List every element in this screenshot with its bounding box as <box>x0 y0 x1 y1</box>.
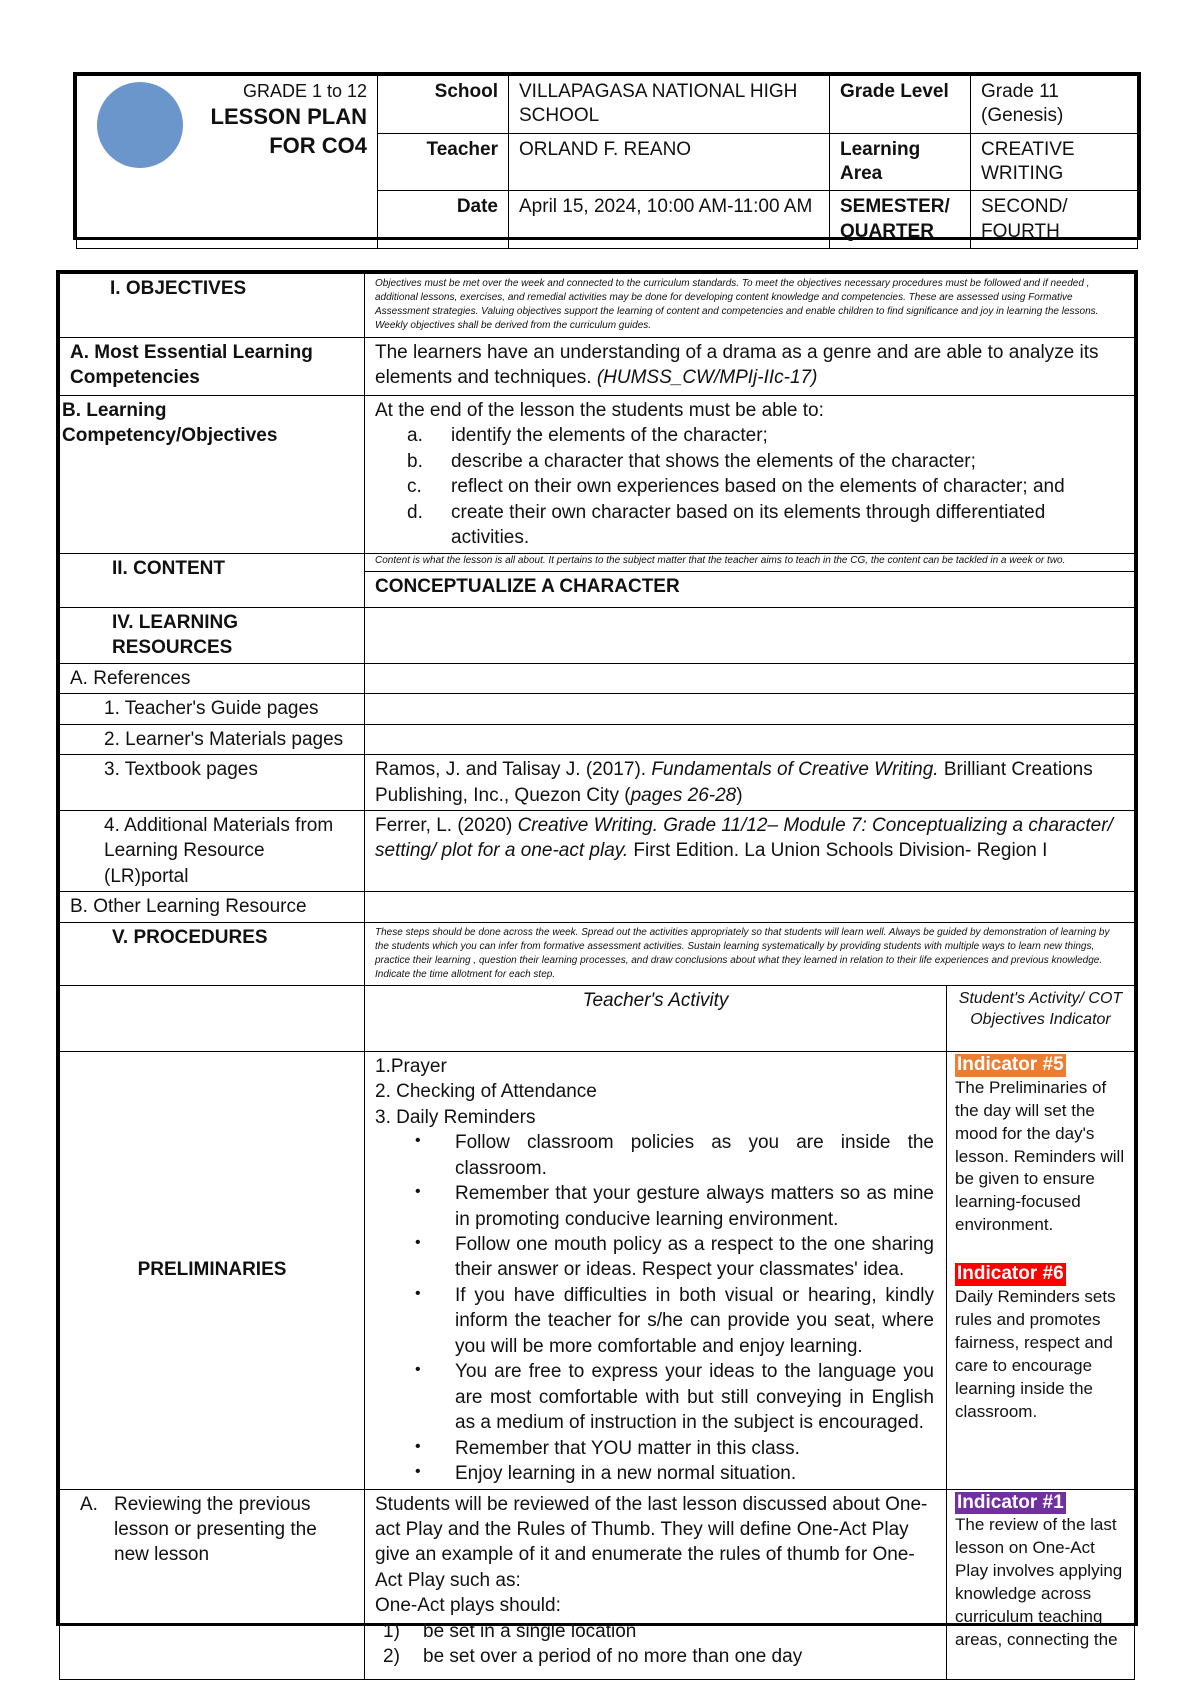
am-label: 4. Additional Materials from Learning Resource (LR)portal <box>60 810 365 891</box>
review-cell <box>365 1489 947 1679</box>
lc-item-marker: b. <box>407 450 423 472</box>
melc-code: (HUMSS_CW/MPIj-IIc-17) <box>596 367 818 389</box>
reminder-item <box>375 1461 934 1486</box>
melc-label: A. Most Essential Learning Competencies <box>60 338 365 396</box>
indicator-1-badge: Indicator #1 <box>957 1491 1064 1513</box>
lc-list <box>375 423 1124 550</box>
other-label: B. Other Learning Resource <box>60 892 365 922</box>
procedures-note: These steps should be done across the week. Spread out the activities appropriately so that students will learn well. Always be guided by demonstration of learning by the students which you can infer from formative assessment activities. Sustain learning systematically by providing students with multiple ways to learn new things, practice their learning , question their learning processes, and draw conclusions about what they learned in relation to their life experiences and previous knowledge. Indicate the time allotment for each step. <box>365 922 1135 985</box>
school-label: School <box>378 76 509 134</box>
reminder-text: Enjoy learning in a new normal situation. <box>455 1463 797 1485</box>
lc-item <box>375 500 1124 551</box>
lc-item <box>375 423 1124 448</box>
lc-item-marker: d. <box>407 501 423 523</box>
school-seal-logo <box>97 82 183 168</box>
review-item-text: be set in a single location <box>423 1620 637 1642</box>
reminder-text: Remember that YOU matter in this class. <box>455 1437 800 1459</box>
tb-title: Fundamentals of Creative Writing. <box>651 759 939 781</box>
preliminaries-label: PRELIMINARIES <box>60 1051 365 1489</box>
preliminary-step: 2. Checking of Attendance <box>375 1081 597 1103</box>
indicator-1-text: The review of the last lesson on One-Act Play involves applying knowledge across curriculum teaching areas, connecting the <box>955 1515 1123 1650</box>
review-item-marker: 1) <box>383 1620 400 1642</box>
tb-pages: pages 26-28 <box>630 784 737 806</box>
am-title: Creative Writing. Grade 11/12– Module 7: Conceptualizing a character/ setting/ plot for a one-act play. <box>375 814 1113 862</box>
preliminaries-lines <box>375 1054 934 1130</box>
lm-value <box>365 724 1135 754</box>
bullet-icon: • <box>415 1361 421 1379</box>
references-label: A. References <box>60 663 365 693</box>
objectives-heading: I. OBJECTIVES <box>60 274 365 338</box>
lc-item-text: identify the elements of the character; <box>451 425 768 447</box>
student-activity-header: Student's Activity/ COT Objectives Indicator <box>947 985 1135 1051</box>
doc-subtitle: FOR CO4 <box>269 132 367 158</box>
preliminary-step: 3. Daily Reminders <box>375 1106 536 1128</box>
bullet-icon: • <box>415 1463 421 1481</box>
resources-empty <box>365 607 1135 663</box>
semester-value: SECOND/ FOURTH <box>971 191 1138 249</box>
tb-publisher: Brilliant Creations Publishing, Inc., Quezon City ( <box>375 759 1093 806</box>
review-item-text: be set over a period of no more than one day <box>423 1646 803 1668</box>
preliminaries-cell <box>365 1051 947 1489</box>
bullet-icon: • <box>415 1233 421 1251</box>
reminder-item <box>375 1181 934 1232</box>
reminder-text: Follow one mouth policy as a respect to the one sharing their answer or ideas. Respect your classmates' idea. <box>455 1233 934 1281</box>
procedures-col-empty <box>60 985 365 1051</box>
bullet-icon: • <box>415 1183 421 1201</box>
review-item <box>375 1619 936 1644</box>
grade-label: Grade Level <box>830 76 971 134</box>
teacher-label: Teacher <box>378 133 509 191</box>
reminder-item <box>375 1232 934 1283</box>
grade-range: GRADE 1 to 12 <box>242 81 367 101</box>
lesson-plan-body <box>56 270 1138 1668</box>
date-value: April 15, 2024, 10:00 AM-11:00 AM <box>509 191 830 249</box>
grade-value: Grade 11 (Genesis) <box>971 76 1138 134</box>
reminder-item <box>375 1436 934 1461</box>
reminder-text: If you have difficulties in both visual or hearing, kindly inform the teacher for s/he can provide you seat, where you will be more comfortable and enjoy learning. <box>455 1284 934 1357</box>
objectives-note: Objectives must be met over the week and connected to the curriculum standards. To meet the objectives necessary procedures must be followed and if needed , additional lessons, exercises, and remedial activities may be done for developing content knowledge and competencies. These are assessed using Formative Assessment strategies. Valuing objectives support the learning of content and competencies and enable children to find significance and joy in learning the lessons. Weekly objectives shall be derived from the curriculum guides. <box>365 274 1135 338</box>
lc-cell <box>365 396 1135 554</box>
school-value: VILLAPAGASA NATIONAL HIGH SCHOOL <box>509 76 830 134</box>
preliminary-step: 1.Prayer <box>375 1055 447 1077</box>
procedures-heading: V. PROCEDURES <box>60 922 365 985</box>
bullet-icon: • <box>415 1284 421 1302</box>
lc-item-text: describe a character that shows the elements of the character; <box>451 450 976 472</box>
title-block <box>77 76 378 249</box>
melc-cell <box>365 338 1135 396</box>
reminder-text: Remember that your gesture always matters so as mine in promoting conducive learning environment. <box>455 1183 934 1230</box>
tb-label: 3. Textbook pages <box>60 755 365 811</box>
reminder-text: Follow classroom policies as you are inside the classroom. <box>455 1132 934 1179</box>
review-item-marker: 2) <box>383 1646 400 1668</box>
lc-item-text: create their own character based on its elements through differentiated activities. <box>451 501 1046 549</box>
references-empty <box>365 663 1135 693</box>
semester-label: SEMESTER/ QUARTER <box>830 191 971 249</box>
review-text: Students will be reviewed of the last lesson discussed about One-act Play and the Rules of Thumb. They will define One-Act Play give an example of it and enumerate the rules of thumb for One-Act Play such as: <box>375 1493 928 1591</box>
content-note: Content is what the lesson is all about. It pertains to the subject matter that the teacher aims to teach in the CG, the content can be tackled in a week or two. <box>365 553 1135 571</box>
lc-label: B. Learning Competency/Objectives <box>60 396 365 554</box>
bullet-icon: • <box>415 1437 421 1455</box>
indicator-5-text: The Preliminaries of the day will set the mood for the day's lesson. Reminders will be given to ensure learning-focused environment. <box>955 1077 1125 1235</box>
indicator-6-text: Daily Reminders sets rules and promotes fairness, respect and care to encourage learning inside the classroom. <box>955 1287 1116 1421</box>
tb-close: ) <box>736 784 743 806</box>
lc-item-text: reflect on their own experiences based on the elements of character; and <box>451 476 1065 498</box>
lc-item <box>375 449 1124 474</box>
lc-item <box>375 474 1124 499</box>
tg-label: 1. Teacher's Guide pages <box>60 694 365 724</box>
other-value <box>365 892 1135 922</box>
lc-item-marker: c. <box>407 476 422 498</box>
content-title: CONCEPTUALIZE A CHARACTER <box>365 571 1135 607</box>
date-label: Date <box>378 191 509 249</box>
reminder-item <box>375 1359 934 1435</box>
indicator-5-badge: Indicator #5 <box>957 1053 1064 1075</box>
teacher-value: ORLAND F. REANO <box>509 133 830 191</box>
reminder-text: You are free to express your ideas to the language you are most comfortable with but still conveying in English as a medium of instruction in the subject is encouraged. <box>455 1361 934 1434</box>
indicator-6-badge: Indicator #6 <box>957 1263 1064 1285</box>
am-edition: First Edition. La Union Schools Division- Region I <box>628 840 1048 862</box>
am-value <box>365 810 1135 891</box>
preliminaries-indicators <box>947 1051 1135 1489</box>
area-label: Learning Area <box>830 133 971 191</box>
am-author: Ferrer, L. (2020) <box>375 814 518 836</box>
review-label-cell: A. Reviewing the previous lesson or presenting the new lesson <box>60 1489 365 1679</box>
doc-title: LESSON PLAN <box>210 104 367 130</box>
reminder-item <box>375 1130 934 1181</box>
tb-author: Ramos, J. and Talisay J. (2017). <box>375 759 652 781</box>
tg-value <box>365 694 1135 724</box>
lm-label: 2. Learner's Materials pages <box>60 724 365 754</box>
review-sub: One-Act plays should: <box>375 1595 561 1617</box>
lc-intro: At the end of the lesson the students must be able to: <box>375 400 824 421</box>
review-list <box>375 1619 936 1670</box>
reminders-list <box>375 1130 934 1486</box>
review-indicator <box>947 1489 1135 1679</box>
bullet-icon: • <box>415 1132 421 1150</box>
area-value: CREATIVE WRITING <box>971 133 1138 191</box>
content-heading: II. CONTENT <box>60 553 365 607</box>
resources-heading: IV. LEARNING RESOURCES <box>60 607 365 663</box>
review-item <box>375 1644 936 1669</box>
teacher-activity-header: Teacher's Activity <box>365 985 947 1051</box>
melc-text: The learners have an understanding of a drama as a genre and are able to analyze its elements and techniques. <box>375 342 1099 389</box>
tb-value <box>365 755 1135 811</box>
lc-item-marker: a. <box>407 425 423 447</box>
reminder-item <box>375 1283 934 1359</box>
review-label: Reviewing the previous lesson or presenting the new lesson <box>114 1493 317 1566</box>
lesson-plan-header <box>73 72 1141 240</box>
